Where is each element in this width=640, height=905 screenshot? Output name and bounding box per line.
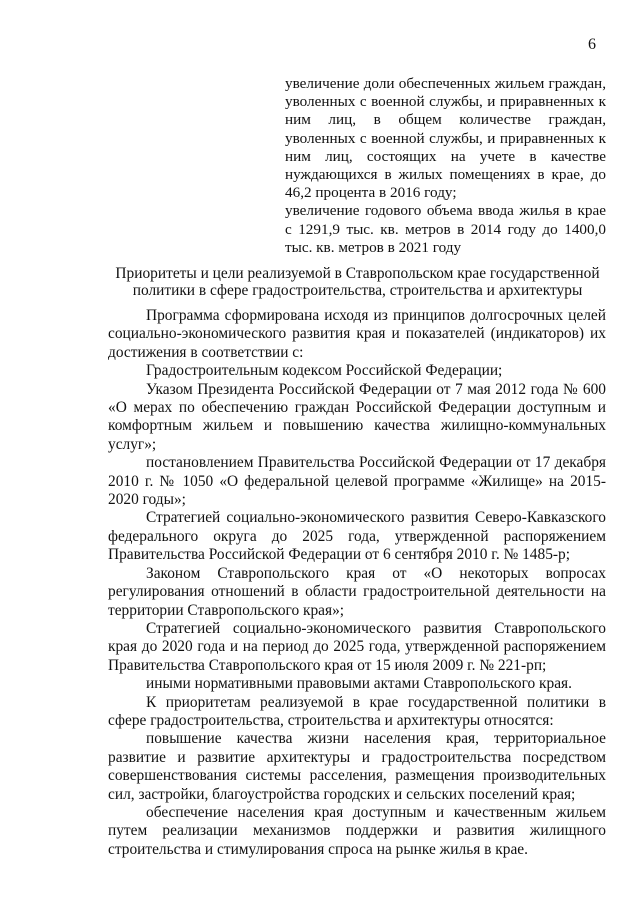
paragraph: Стратегией социально-экономического развития Ставропольского края до 2020 года и на период до 2025 года, утвержденной распоряжением Правительства Ставропольского края от 15 июля 2009 г. № 221-рп; (108, 619, 606, 674)
section-heading-line: политики в сфере градостроительства, строительства и архитектуры (132, 281, 583, 299)
paragraph: обеспечение населения края доступным и качественным жильем путем реализации механизмов поддержки и развития жилищного строительства и стимулирования спроса на рынке жилья в крае. (108, 803, 606, 858)
paragraph: иными нормативными правовыми актами Ставропольского края. (146, 675, 572, 693)
section-heading (100, 266, 615, 299)
paragraph: постановлением Правительства Российской Федерации от 17 декабря 2010 г. № 1050 «О федеральной целевой программе «Жилище» на 2015-2020 годы»; (108, 454, 606, 509)
paragraph: Законом Ставропольского края от «О некоторых вопросах регулирования отношений в области градостроительной деятельности на территории Ставропольского края»; (108, 564, 606, 619)
target-indicators-block (285, 75, 606, 257)
paragraph: Указом Президента Российской Федерации от 7 мая 2012 года № 600 «О мерах по обеспечению граждан Российской Федерации доступным и комфортным жильем и повышению качества жилищно-коммунальных услуг»; (108, 380, 606, 453)
goal-item: увеличение доли обеспеченных жильем граждан, уволенных с военной службы, и приравненных к ним лиц, в общем количестве граждан, уволенных с военной службы, и приравненных к ним лиц, состоящих на учете в качестве нуждающихся в жилых помещениях в крае, до 46,2 процента в 2016 году; (285, 75, 606, 202)
paragraph: Стратегией социально-экономического развития Северо-Кавказского федерального округа до 2025 года, утвержденной распоряжением Правительства Российской Федерации от 6 сентября 2010 г. № 1485-р; (108, 509, 606, 564)
body-text (108, 307, 606, 859)
section-heading-line: Приоритеты и цели реализуемой в Ставропольском крае государственной (115, 265, 600, 282)
paragraph: К приоритетам реализуемой в крае государственной политики в сфере градостроительства, строительства и архитектуры относятся: (108, 693, 606, 729)
paragraph: Программа сформирована исходя из принципов долгосрочных целей социально-экономического развития края и показателей (индикаторов) их достижения в соответствии с: (108, 307, 606, 361)
goal-item: увеличение годового объема ввода жилья в крае с 1291,9 тыс. кв. метров в 2014 году до 1400,0 тыс. кв. метров в 2021 году (285, 202, 606, 256)
paragraph: повышение качества жизни населения края, территориальное развитие и развитие архитектуры и градостроительства посредством совершенствования системы расселения, размещения производительных сил, застройки, благоустройства городских и сельских поселений края; (108, 730, 606, 803)
page-number: 6 (588, 36, 596, 53)
paragraph: Градостроительным кодексом Российской Федерации; (146, 362, 503, 380)
